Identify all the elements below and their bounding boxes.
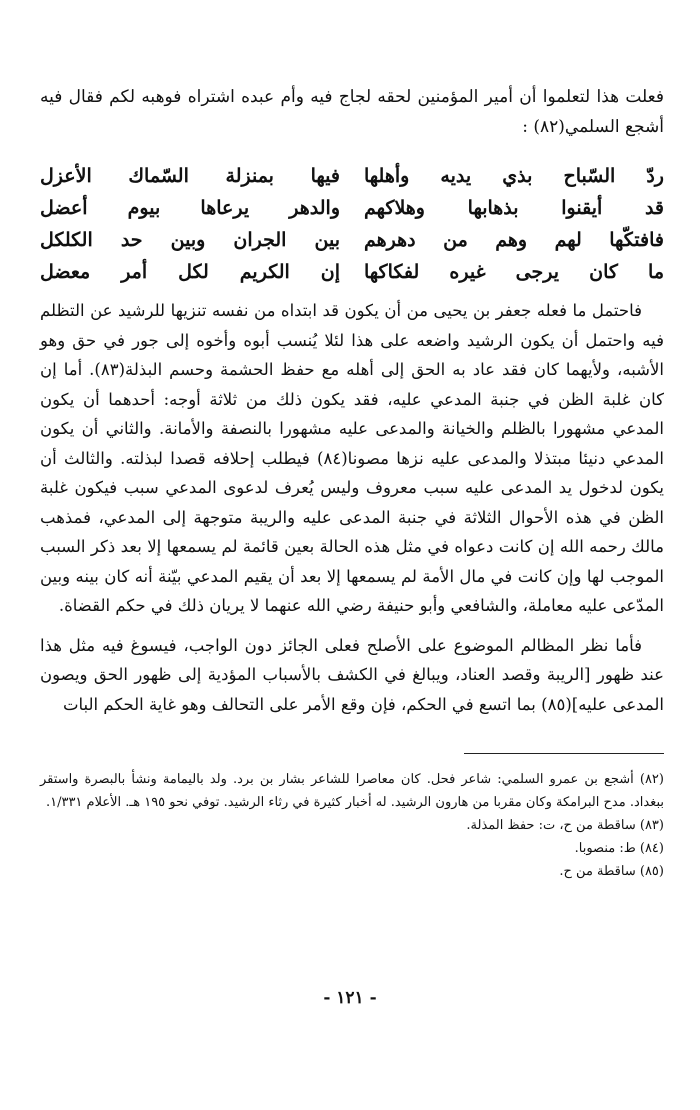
verse-second-hemistich: بين الجران وبين حد الكلكل <box>40 229 340 251</box>
verse-first-hemistich: ردّ السّباح بذي يديه وأهلها <box>364 165 664 187</box>
poem <box>40 160 664 288</box>
poem-verse <box>40 192 664 224</box>
page-body <box>40 82 664 883</box>
intro-paragraph: فعلت هذا لتعلموا أن أمير المؤمنين لحقه لجاج فيه وأم عبده اشتراه فوهبه لكم فقال فيه أشجع السلمي(٨٢) : <box>40 87 664 137</box>
verse-first-hemistich: قد أيقنوا بذهابها وهلاكهم <box>364 197 664 219</box>
footnote: (٨٢) أشجع بن عمرو السلمي: شاعر فحل. كان معاصرا للشاعر بشار بن برد. ولد باليمامة ونشأ بالبصرة واستقر ببغداد. مدح البرامكة وكان مقربا من هارون الرشيد. له أخبار كثيرة في رثاء الرشيد. توفي نحو ١٩٥ هـ. الأعلام ١/٣٣١. <box>40 772 664 810</box>
verse-first-hemistich: فافتكّها لهم وهم من دهرهم <box>364 229 664 251</box>
body-paragraph: فأما نظر المظالم الموضوع على الأصلح فعلى الجائز دون الواجب، فيسوغ فيه مثل هذا عند ظهور [الريبة وقصد العناد، ويبالغ في الكشف بالأسباب المؤدية إلى ظهور الحق ويصون المدعى عليه](٨٥) بما اتسع في الحكم، فإن وقع الأمر على التحالف وهو غاية الحكم البات <box>40 635 664 714</box>
footnote: (٨٣) ساقطة من ح، ت: حفظ المذلة. <box>466 818 664 833</box>
verse-second-hemistich: إن الكريم لكل أمر معضل <box>40 261 340 283</box>
footnote: (٨٤) ط: منصوبا. <box>574 841 664 856</box>
verse-second-hemistich: والدهر يرعاها بيوم أعضل <box>40 197 340 219</box>
poem-verse <box>40 256 664 288</box>
page-number: - ١٢١ - <box>323 988 377 1008</box>
verse-second-hemistich: فيها بمنزلة السّماك الأعزل <box>40 165 340 187</box>
footnote-divider <box>464 753 664 754</box>
verse-first-hemistich: ما كان يرجى غيره لفكاكها <box>364 261 664 283</box>
body-paragraph: فاحتمل ما فعله جعفر بن يحيى من أن يكون قد ابتداه من نفسه تنزيها للرشيد عن التظلم فيه واحتمل أن يكون الرشيد واضعه على هذا لئلا يُنسب أبوه وأخوه إلى جور في حق وهو الأشبه، ولأيهما كان فقد عاد به الحق إلى أهله مع حفظ الحشمة وحسم البذلة(٨٣). أما إن كان غلبة الظن في جنبة المدعي عليه، فقد يكون ذلك من ثلاثة أوجه: أحدهما أن يكون المدعي مشهورا بالظلم والخيانة والمدعى عليه مشهورا بالنصفة والأمانة. والثاني أن يكون المدعي دنيئا مبتذلا والمدعى عليه نزها مصونا(٨٤) فيطلب إحلافه قصدا لبذلته. والثالث أن يكون لدخول يد المدعى عليه سبب معروف وليس يُعرف لدعوى المدعي سبب فيكون غلبة الظن في هذه الأحوال الثلاثة في جنبة المدعى عليه والريبة متوجهة إلى المدعي، فمذهب مالك رحمه الله إن كانت دعواه في مثل هذه الحالة بعين قائمة لم يسمعها إلا بعد ذكر السبب الموجب لها وإن كانت في مال الأمة لم يسمعها إلا بعد أن يقيم المدعي بيّنة أنه كان بينه وبين المدّعى عليه معاملة، والشافعي وأبو حنيفة رضي الله عنهما لا يريان ذلك في حكم القضاة. <box>40 301 664 615</box>
poem-verse <box>40 224 664 256</box>
poem-verse <box>40 160 664 192</box>
footnote: (٨٥) ساقطة من ح. <box>559 864 664 879</box>
